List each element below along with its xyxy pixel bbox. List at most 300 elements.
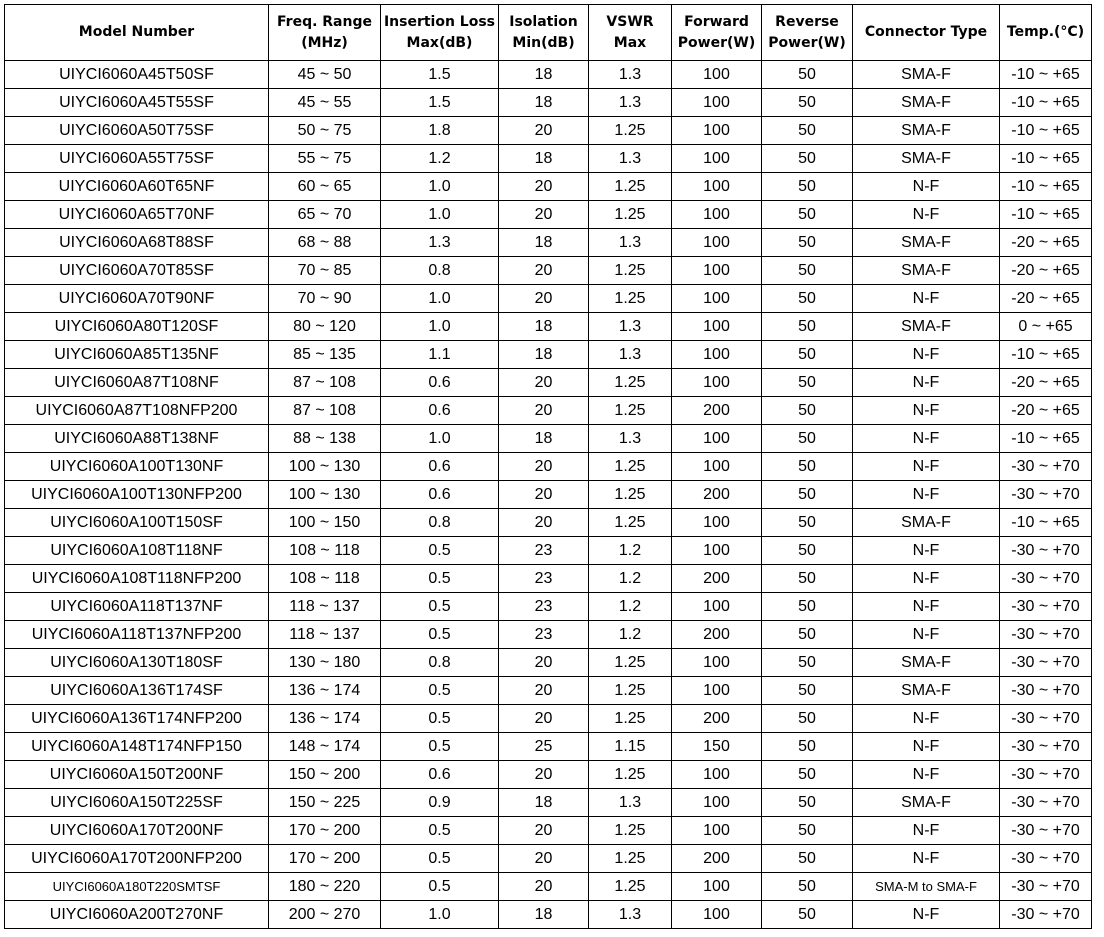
cell-reverse-power: 50 bbox=[762, 481, 853, 509]
cell-insertion-loss: 1.0 bbox=[381, 285, 499, 313]
cell-model-number: UIYCI6060A87T108NFP200 bbox=[5, 397, 269, 425]
cell-insertion-loss: 0.5 bbox=[381, 873, 499, 901]
cell-freq-range: 70 ~ 90 bbox=[269, 285, 381, 313]
table-row bbox=[5, 229, 1092, 257]
cell-reverse-power: 50 bbox=[762, 285, 853, 313]
cell-freq-range: 100 ~ 150 bbox=[269, 509, 381, 537]
cell-vswr: 1.3 bbox=[589, 341, 672, 369]
cell-connector-type: SMA-F bbox=[853, 313, 1000, 341]
cell-forward-power: 100 bbox=[672, 89, 762, 117]
header-isolation: Isolation Min(dB) bbox=[499, 5, 589, 61]
header-model-number: Model Number bbox=[5, 5, 269, 61]
cell-vswr: 1.25 bbox=[589, 257, 672, 285]
cell-isolation: 18 bbox=[499, 341, 589, 369]
cell-insertion-loss: 1.1 bbox=[381, 341, 499, 369]
cell-temperature: -20 ~ +65 bbox=[1000, 257, 1092, 285]
cell-model-number: UIYCI6060A88T138NF bbox=[5, 425, 269, 453]
cell-connector-type: N-F bbox=[853, 845, 1000, 873]
cell-insertion-loss: 1.5 bbox=[381, 61, 499, 89]
cell-temperature: -20 ~ +65 bbox=[1000, 369, 1092, 397]
cell-forward-power: 100 bbox=[672, 537, 762, 565]
cell-reverse-power: 50 bbox=[762, 509, 853, 537]
cell-forward-power: 100 bbox=[672, 61, 762, 89]
cell-model-number: UIYCI6060A170T200NFP200 bbox=[5, 845, 269, 873]
table-row bbox=[5, 173, 1092, 201]
cell-freq-range: 65 ~ 70 bbox=[269, 201, 381, 229]
header-row bbox=[5, 5, 1092, 61]
cell-model-number: UIYCI6060A148T174NFP150 bbox=[5, 733, 269, 761]
cell-forward-power: 100 bbox=[672, 873, 762, 901]
cell-isolation: 20 bbox=[499, 649, 589, 677]
table-row bbox=[5, 257, 1092, 285]
cell-temperature: -30 ~ +70 bbox=[1000, 621, 1092, 649]
cell-vswr: 1.25 bbox=[589, 369, 672, 397]
cell-forward-power: 100 bbox=[672, 341, 762, 369]
cell-vswr: 1.25 bbox=[589, 873, 672, 901]
cell-temperature: -10 ~ +65 bbox=[1000, 509, 1092, 537]
cell-temperature: -30 ~ +70 bbox=[1000, 537, 1092, 565]
cell-reverse-power: 50 bbox=[762, 173, 853, 201]
cell-model-number: UIYCI6060A118T137NFP200 bbox=[5, 621, 269, 649]
cell-isolation: 20 bbox=[499, 761, 589, 789]
cell-vswr: 1.2 bbox=[589, 537, 672, 565]
cell-connector-type: SMA-F bbox=[853, 117, 1000, 145]
cell-insertion-loss: 0.6 bbox=[381, 397, 499, 425]
cell-isolation: 20 bbox=[499, 677, 589, 705]
cell-freq-range: 108 ~ 118 bbox=[269, 537, 381, 565]
cell-forward-power: 200 bbox=[672, 481, 762, 509]
table-row bbox=[5, 145, 1092, 173]
table-row bbox=[5, 649, 1092, 677]
cell-insertion-loss: 0.8 bbox=[381, 509, 499, 537]
cell-model-number: UIYCI6060A60T65NF bbox=[5, 173, 269, 201]
cell-forward-power: 100 bbox=[672, 117, 762, 145]
cell-connector-type: N-F bbox=[853, 733, 1000, 761]
cell-freq-range: 150 ~ 200 bbox=[269, 761, 381, 789]
cell-connector-type: N-F bbox=[853, 621, 1000, 649]
cell-reverse-power: 50 bbox=[762, 257, 853, 285]
cell-vswr: 1.25 bbox=[589, 453, 672, 481]
table-row bbox=[5, 705, 1092, 733]
cell-insertion-loss: 0.5 bbox=[381, 845, 499, 873]
cell-insertion-loss: 1.5 bbox=[381, 89, 499, 117]
cell-model-number: UIYCI6060A100T130NFP200 bbox=[5, 481, 269, 509]
cell-temperature: -30 ~ +70 bbox=[1000, 845, 1092, 873]
cell-insertion-loss: 1.0 bbox=[381, 425, 499, 453]
cell-temperature: -10 ~ +65 bbox=[1000, 145, 1092, 173]
cell-connector-type: SMA-F bbox=[853, 257, 1000, 285]
cell-reverse-power: 50 bbox=[762, 229, 853, 257]
cell-connector-type: N-F bbox=[853, 369, 1000, 397]
table-row bbox=[5, 761, 1092, 789]
cell-isolation: 23 bbox=[499, 621, 589, 649]
cell-connector-type: N-F bbox=[853, 173, 1000, 201]
cell-isolation: 20 bbox=[499, 257, 589, 285]
cell-temperature: -30 ~ +70 bbox=[1000, 817, 1092, 845]
cell-reverse-power: 50 bbox=[762, 621, 853, 649]
cell-connector-type: N-F bbox=[853, 537, 1000, 565]
cell-reverse-power: 50 bbox=[762, 705, 853, 733]
cell-reverse-power: 50 bbox=[762, 117, 853, 145]
cell-model-number: UIYCI6060A170T200NF bbox=[5, 817, 269, 845]
table-row bbox=[5, 873, 1092, 901]
cell-reverse-power: 50 bbox=[762, 341, 853, 369]
cell-vswr: 1.3 bbox=[589, 901, 672, 929]
cell-forward-power: 100 bbox=[672, 761, 762, 789]
cell-temperature: -30 ~ +70 bbox=[1000, 761, 1092, 789]
cell-isolation: 20 bbox=[499, 369, 589, 397]
cell-forward-power: 100 bbox=[672, 173, 762, 201]
cell-temperature: 0 ~ +65 bbox=[1000, 313, 1092, 341]
header-forward-power: Forward Power(W) bbox=[672, 5, 762, 61]
cell-connector-type: SMA-F bbox=[853, 89, 1000, 117]
cell-freq-range: 148 ~ 174 bbox=[269, 733, 381, 761]
header-freq-range: Freq. Range (MHz) bbox=[269, 5, 381, 61]
cell-insertion-loss: 0.9 bbox=[381, 789, 499, 817]
cell-vswr: 1.25 bbox=[589, 397, 672, 425]
cell-model-number: UIYCI6060A50T75SF bbox=[5, 117, 269, 145]
cell-isolation: 18 bbox=[499, 61, 589, 89]
header-reverse-power: Reverse Power(W) bbox=[762, 5, 853, 61]
spec-table bbox=[4, 4, 1092, 929]
table-row bbox=[5, 677, 1092, 705]
cell-insertion-loss: 1.0 bbox=[381, 173, 499, 201]
cell-model-number: UIYCI6060A118T137NF bbox=[5, 593, 269, 621]
cell-temperature: -30 ~ +70 bbox=[1000, 901, 1092, 929]
cell-vswr: 1.25 bbox=[589, 201, 672, 229]
cell-freq-range: 180 ~ 220 bbox=[269, 873, 381, 901]
cell-vswr: 1.3 bbox=[589, 89, 672, 117]
cell-model-number: UIYCI6060A70T85SF bbox=[5, 257, 269, 285]
cell-model-number: UIYCI6060A87T108NF bbox=[5, 369, 269, 397]
cell-vswr: 1.3 bbox=[589, 425, 672, 453]
cell-vswr: 1.2 bbox=[589, 593, 672, 621]
cell-model-number: UIYCI6060A150T200NF bbox=[5, 761, 269, 789]
cell-insertion-loss: 1.8 bbox=[381, 117, 499, 145]
cell-reverse-power: 50 bbox=[762, 789, 853, 817]
cell-model-number: UIYCI6060A85T135NF bbox=[5, 341, 269, 369]
cell-connector-type: N-F bbox=[853, 481, 1000, 509]
cell-insertion-loss: 0.6 bbox=[381, 453, 499, 481]
cell-isolation: 23 bbox=[499, 565, 589, 593]
cell-freq-range: 118 ~ 137 bbox=[269, 621, 381, 649]
cell-vswr: 1.25 bbox=[589, 817, 672, 845]
cell-temperature: -30 ~ +70 bbox=[1000, 733, 1092, 761]
cell-vswr: 1.2 bbox=[589, 565, 672, 593]
cell-insertion-loss: 0.5 bbox=[381, 677, 499, 705]
cell-vswr: 1.3 bbox=[589, 229, 672, 257]
cell-temperature: -30 ~ +70 bbox=[1000, 789, 1092, 817]
cell-forward-power: 200 bbox=[672, 621, 762, 649]
table-row bbox=[5, 61, 1092, 89]
cell-forward-power: 100 bbox=[672, 369, 762, 397]
cell-insertion-loss: 0.6 bbox=[381, 481, 499, 509]
cell-reverse-power: 50 bbox=[762, 313, 853, 341]
cell-freq-range: 50 ~ 75 bbox=[269, 117, 381, 145]
cell-isolation: 18 bbox=[499, 89, 589, 117]
cell-reverse-power: 50 bbox=[762, 817, 853, 845]
cell-connector-type: N-F bbox=[853, 901, 1000, 929]
table-row bbox=[5, 453, 1092, 481]
cell-connector-type: SMA-F bbox=[853, 677, 1000, 705]
cell-connector-type: SMA-F bbox=[853, 789, 1000, 817]
cell-connector-type: SMA-F bbox=[853, 145, 1000, 173]
cell-isolation: 20 bbox=[499, 509, 589, 537]
cell-isolation: 25 bbox=[499, 733, 589, 761]
cell-vswr: 1.2 bbox=[589, 621, 672, 649]
cell-model-number: UIYCI6060A180T220SMTSF bbox=[5, 873, 269, 901]
cell-freq-range: 85 ~ 135 bbox=[269, 341, 381, 369]
cell-forward-power: 100 bbox=[672, 817, 762, 845]
table-row bbox=[5, 425, 1092, 453]
cell-isolation: 18 bbox=[499, 425, 589, 453]
cell-model-number: UIYCI6060A80T120SF bbox=[5, 313, 269, 341]
cell-temperature: -30 ~ +70 bbox=[1000, 593, 1092, 621]
cell-temperature: -10 ~ +65 bbox=[1000, 341, 1092, 369]
cell-insertion-loss: 0.5 bbox=[381, 733, 499, 761]
cell-temperature: -10 ~ +65 bbox=[1000, 117, 1092, 145]
cell-vswr: 1.25 bbox=[589, 761, 672, 789]
header-insertion-loss: Insertion Loss Max(dB) bbox=[381, 5, 499, 61]
cell-vswr: 1.3 bbox=[589, 313, 672, 341]
cell-isolation: 18 bbox=[499, 901, 589, 929]
cell-connector-type: N-F bbox=[853, 817, 1000, 845]
cell-connector-type: N-F bbox=[853, 453, 1000, 481]
cell-temperature: -30 ~ +70 bbox=[1000, 649, 1092, 677]
cell-freq-range: 45 ~ 55 bbox=[269, 89, 381, 117]
cell-insertion-loss: 0.6 bbox=[381, 761, 499, 789]
cell-model-number: UIYCI6060A100T130NF bbox=[5, 453, 269, 481]
cell-vswr: 1.3 bbox=[589, 789, 672, 817]
table-header bbox=[5, 5, 1092, 61]
cell-model-number: UIYCI6060A108T118NF bbox=[5, 537, 269, 565]
cell-reverse-power: 50 bbox=[762, 453, 853, 481]
cell-temperature: -20 ~ +65 bbox=[1000, 229, 1092, 257]
cell-reverse-power: 50 bbox=[762, 901, 853, 929]
table-row bbox=[5, 89, 1092, 117]
cell-forward-power: 200 bbox=[672, 705, 762, 733]
cell-model-number: UIYCI6060A100T150SF bbox=[5, 509, 269, 537]
cell-reverse-power: 50 bbox=[762, 201, 853, 229]
cell-insertion-loss: 0.8 bbox=[381, 649, 499, 677]
cell-forward-power: 100 bbox=[672, 425, 762, 453]
cell-insertion-loss: 0.5 bbox=[381, 593, 499, 621]
cell-isolation: 20 bbox=[499, 201, 589, 229]
cell-forward-power: 100 bbox=[672, 229, 762, 257]
cell-reverse-power: 50 bbox=[762, 845, 853, 873]
cell-freq-range: 136 ~ 174 bbox=[269, 705, 381, 733]
cell-connector-type: N-F bbox=[853, 593, 1000, 621]
cell-freq-range: 100 ~ 130 bbox=[269, 453, 381, 481]
cell-temperature: -20 ~ +65 bbox=[1000, 397, 1092, 425]
cell-freq-range: 108 ~ 118 bbox=[269, 565, 381, 593]
cell-model-number: UIYCI6060A150T225SF bbox=[5, 789, 269, 817]
cell-model-number: UIYCI6060A130T180SF bbox=[5, 649, 269, 677]
cell-isolation: 20 bbox=[499, 845, 589, 873]
cell-reverse-power: 50 bbox=[762, 733, 853, 761]
cell-freq-range: 80 ~ 120 bbox=[269, 313, 381, 341]
cell-forward-power: 200 bbox=[672, 397, 762, 425]
table-row bbox=[5, 537, 1092, 565]
cell-isolation: 20 bbox=[499, 817, 589, 845]
cell-vswr: 1.25 bbox=[589, 705, 672, 733]
cell-forward-power: 100 bbox=[672, 201, 762, 229]
cell-temperature: -30 ~ +70 bbox=[1000, 453, 1092, 481]
header-connector-type: Connector Type bbox=[853, 5, 1000, 61]
cell-model-number: UIYCI6060A65T70NF bbox=[5, 201, 269, 229]
cell-connector-type: SMA-F bbox=[853, 61, 1000, 89]
cell-connector-type: N-F bbox=[853, 341, 1000, 369]
cell-temperature: -30 ~ +70 bbox=[1000, 677, 1092, 705]
cell-reverse-power: 50 bbox=[762, 425, 853, 453]
table-row bbox=[5, 817, 1092, 845]
cell-isolation: 20 bbox=[499, 453, 589, 481]
cell-vswr: 1.3 bbox=[589, 61, 672, 89]
cell-model-number: UIYCI6060A136T174NFP200 bbox=[5, 705, 269, 733]
cell-connector-type: SMA-M to SMA-F bbox=[853, 873, 1000, 901]
cell-freq-range: 200 ~ 270 bbox=[269, 901, 381, 929]
table-row bbox=[5, 369, 1092, 397]
header-vswr: VSWR Max bbox=[589, 5, 672, 61]
cell-isolation: 20 bbox=[499, 873, 589, 901]
cell-connector-type: SMA-F bbox=[853, 649, 1000, 677]
cell-insertion-loss: 0.5 bbox=[381, 621, 499, 649]
cell-temperature: -30 ~ +70 bbox=[1000, 705, 1092, 733]
cell-temperature: -10 ~ +65 bbox=[1000, 201, 1092, 229]
cell-forward-power: 150 bbox=[672, 733, 762, 761]
cell-freq-range: 170 ~ 200 bbox=[269, 845, 381, 873]
cell-reverse-power: 50 bbox=[762, 89, 853, 117]
table-row bbox=[5, 565, 1092, 593]
cell-forward-power: 100 bbox=[672, 593, 762, 621]
cell-insertion-loss: 0.5 bbox=[381, 537, 499, 565]
cell-freq-range: 100 ~ 130 bbox=[269, 481, 381, 509]
cell-vswr: 1.25 bbox=[589, 677, 672, 705]
cell-vswr: 1.25 bbox=[589, 173, 672, 201]
cell-insertion-loss: 0.5 bbox=[381, 817, 499, 845]
cell-reverse-power: 50 bbox=[762, 145, 853, 173]
cell-reverse-power: 50 bbox=[762, 593, 853, 621]
table-body bbox=[5, 61, 1092, 929]
cell-reverse-power: 50 bbox=[762, 649, 853, 677]
cell-freq-range: 118 ~ 137 bbox=[269, 593, 381, 621]
cell-isolation: 18 bbox=[499, 789, 589, 817]
table-row bbox=[5, 397, 1092, 425]
cell-forward-power: 100 bbox=[672, 649, 762, 677]
cell-isolation: 18 bbox=[499, 229, 589, 257]
cell-isolation: 20 bbox=[499, 173, 589, 201]
cell-vswr: 1.15 bbox=[589, 733, 672, 761]
table-row bbox=[5, 621, 1092, 649]
cell-model-number: UIYCI6060A136T174SF bbox=[5, 677, 269, 705]
cell-vswr: 1.25 bbox=[589, 285, 672, 313]
table-row bbox=[5, 117, 1092, 145]
cell-insertion-loss: 1.0 bbox=[381, 201, 499, 229]
cell-forward-power: 100 bbox=[672, 677, 762, 705]
cell-connector-type: N-F bbox=[853, 705, 1000, 733]
cell-insertion-loss: 1.0 bbox=[381, 313, 499, 341]
cell-temperature: -30 ~ +70 bbox=[1000, 873, 1092, 901]
cell-reverse-power: 50 bbox=[762, 873, 853, 901]
cell-vswr: 1.25 bbox=[589, 845, 672, 873]
cell-reverse-power: 50 bbox=[762, 537, 853, 565]
cell-temperature: -30 ~ +70 bbox=[1000, 565, 1092, 593]
cell-freq-range: 68 ~ 88 bbox=[269, 229, 381, 257]
cell-temperature: -30 ~ +70 bbox=[1000, 481, 1092, 509]
cell-forward-power: 200 bbox=[672, 565, 762, 593]
cell-insertion-loss: 0.5 bbox=[381, 705, 499, 733]
cell-reverse-power: 50 bbox=[762, 565, 853, 593]
cell-freq-range: 45 ~ 50 bbox=[269, 61, 381, 89]
cell-insertion-loss: 0.8 bbox=[381, 257, 499, 285]
cell-freq-range: 150 ~ 225 bbox=[269, 789, 381, 817]
cell-isolation: 18 bbox=[499, 145, 589, 173]
cell-insertion-loss: 0.5 bbox=[381, 565, 499, 593]
cell-freq-range: 88 ~ 138 bbox=[269, 425, 381, 453]
cell-isolation: 23 bbox=[499, 593, 589, 621]
cell-connector-type: N-F bbox=[853, 397, 1000, 425]
cell-isolation: 20 bbox=[499, 285, 589, 313]
cell-temperature: -10 ~ +65 bbox=[1000, 61, 1092, 89]
cell-insertion-loss: 1.0 bbox=[381, 901, 499, 929]
table-row bbox=[5, 341, 1092, 369]
cell-forward-power: 100 bbox=[672, 285, 762, 313]
cell-forward-power: 100 bbox=[672, 313, 762, 341]
cell-forward-power: 100 bbox=[672, 453, 762, 481]
cell-insertion-loss: 0.6 bbox=[381, 369, 499, 397]
cell-connector-type: N-F bbox=[853, 285, 1000, 313]
cell-isolation: 20 bbox=[499, 705, 589, 733]
cell-freq-range: 60 ~ 65 bbox=[269, 173, 381, 201]
cell-model-number: UIYCI6060A45T55SF bbox=[5, 89, 269, 117]
table-row bbox=[5, 901, 1092, 929]
cell-reverse-power: 50 bbox=[762, 677, 853, 705]
cell-reverse-power: 50 bbox=[762, 761, 853, 789]
cell-model-number: UIYCI6060A45T50SF bbox=[5, 61, 269, 89]
cell-vswr: 1.25 bbox=[589, 509, 672, 537]
cell-vswr: 1.25 bbox=[589, 117, 672, 145]
cell-freq-range: 170 ~ 200 bbox=[269, 817, 381, 845]
header-temperature: Temp.(°C) bbox=[1000, 5, 1092, 61]
cell-isolation: 20 bbox=[499, 397, 589, 425]
cell-model-number: UIYCI6060A70T90NF bbox=[5, 285, 269, 313]
table-row bbox=[5, 845, 1092, 873]
cell-forward-power: 100 bbox=[672, 509, 762, 537]
table-row bbox=[5, 509, 1092, 537]
cell-connector-type: SMA-F bbox=[853, 509, 1000, 537]
cell-freq-range: 130 ~ 180 bbox=[269, 649, 381, 677]
cell-insertion-loss: 1.2 bbox=[381, 145, 499, 173]
cell-forward-power: 200 bbox=[672, 845, 762, 873]
cell-isolation: 20 bbox=[499, 117, 589, 145]
cell-forward-power: 100 bbox=[672, 257, 762, 285]
table-row bbox=[5, 313, 1092, 341]
cell-forward-power: 100 bbox=[672, 789, 762, 817]
cell-connector-type: SMA-F bbox=[853, 229, 1000, 257]
table-row bbox=[5, 593, 1092, 621]
cell-forward-power: 100 bbox=[672, 901, 762, 929]
table-row bbox=[5, 481, 1092, 509]
cell-freq-range: 87 ~ 108 bbox=[269, 397, 381, 425]
cell-isolation: 23 bbox=[499, 537, 589, 565]
cell-isolation: 20 bbox=[499, 481, 589, 509]
cell-temperature: -10 ~ +65 bbox=[1000, 89, 1092, 117]
cell-connector-type: N-F bbox=[853, 201, 1000, 229]
cell-model-number: UIYCI6060A108T118NFP200 bbox=[5, 565, 269, 593]
cell-freq-range: 70 ~ 85 bbox=[269, 257, 381, 285]
table-row bbox=[5, 201, 1092, 229]
cell-insertion-loss: 1.3 bbox=[381, 229, 499, 257]
